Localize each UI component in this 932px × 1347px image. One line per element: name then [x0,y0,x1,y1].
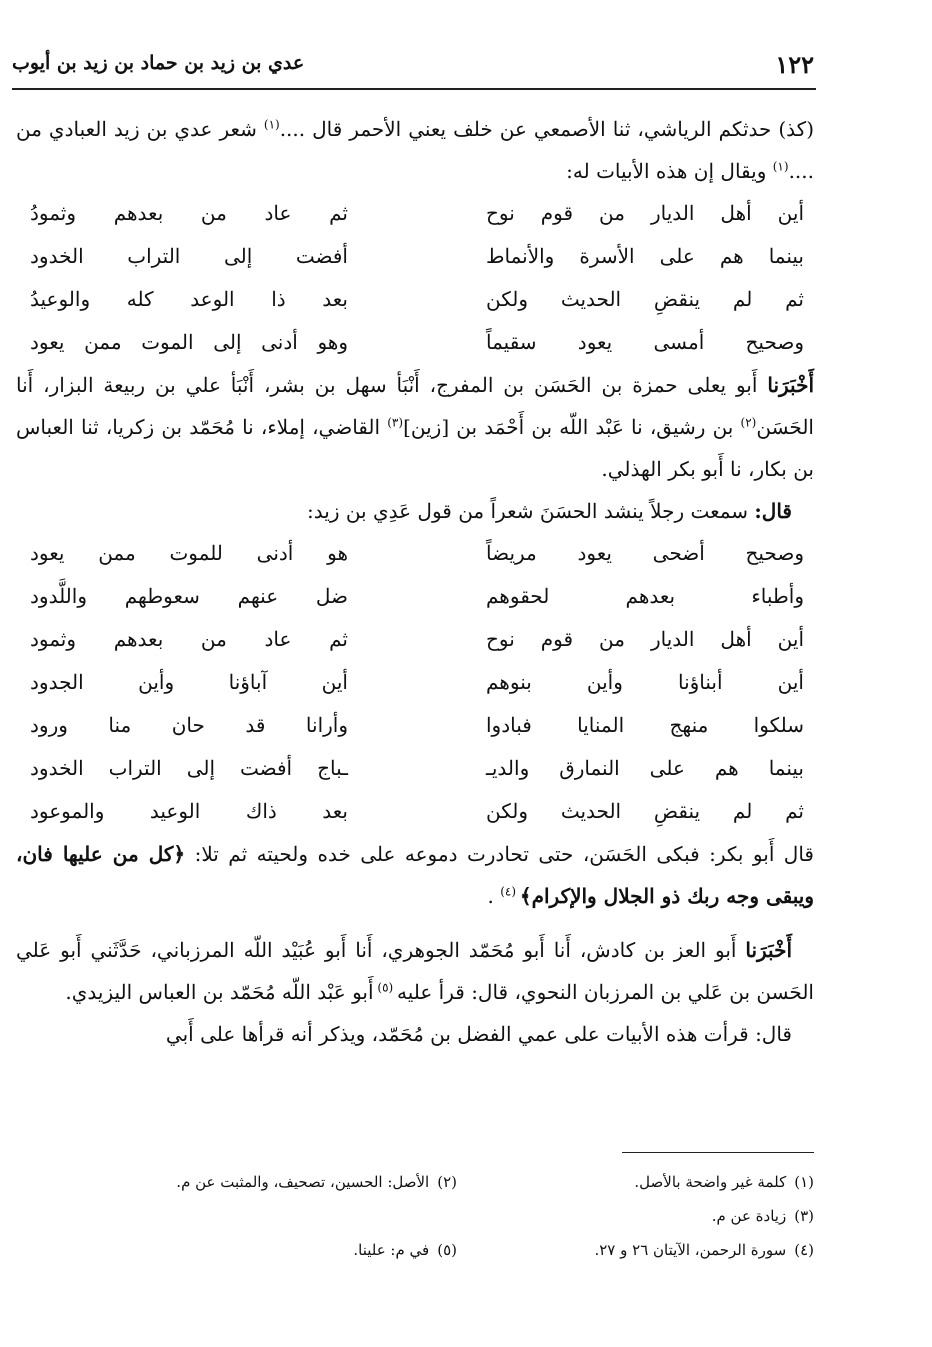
verse-first-hemistich: وأطباء بعدهم لحقوهم [486,584,804,608]
footnote: (٣)زيادة عن م. [711,1207,814,1225]
verse-first-hemistich: أين أهل الديار من قوم نوح [486,201,804,225]
footnote-ref: (١) [772,159,789,174]
verse-second-hemistich: ـباج أفضت إلى التراب الخدود [30,756,348,780]
verse-second-hemistich: ثم عاد من بعدهم وثمودُ [30,201,348,225]
footnotes [100,1165,814,1267]
footnote: (١)كلمة غير واضحة بالأصل. [634,1173,814,1191]
verse-second-hemistich: هو أدنى للموت ممن يعود [30,541,348,565]
verse-line [16,321,814,364]
paragraph-gap [16,917,814,929]
verse-second-hemistich: وهو أدنى إلى الموت ممن يعود [30,330,348,354]
verse-second-hemistich: بعد ذاك الوعيد والموعود [30,799,348,823]
footnote: (٢)الأصل: الحسين، تصحيف، والمثبت عن م. [176,1173,457,1191]
verse-first-hemistich: ثم لم ينقضِ الحديث ولكن [486,799,804,823]
verse-line [16,661,814,704]
page-number: ١٢٢ [775,50,814,79]
footnote-ref: (٤) [500,884,520,899]
verse-line [16,235,814,278]
verse-line [16,532,814,575]
verse-line [16,575,814,618]
footnote: (٥)في م: علينا. [353,1241,457,1259]
verse-second-hemistich: أين آباؤنا وأين الجدود [30,670,348,694]
paragraph-isnad-2: أَخْبَرَنا أَبو العز بن كادش، أَنا أَبو مُحَمّد الجوهري، أَنا أَبو عُبَيْد اللّه المرزباني، حَدَّثَني أَبو عَلي الحَسن بن عَلي بن المرزبان النحوي، قال: قرأ عليه $^{(٥)}$ أَبو عَبْد اللّه مُحَمّد بن العباس اليزيدي. [16,938,814,1004]
paragraph-qala: قال: سمعت رجلاً ينشد الحسَنَ شعراً من قول عَدِي بن زيد: [307,499,792,523]
paragraph-intro: (كذ) حدثكم الرياشي، ثنا الأصمعي عن خلف يعني الأحمر قال ....$^{(١)}$ شعر عدي بن زيد العبادي من ....$^{(١)}$ ويقال إن هذه الأبيات له: [16,117,814,183]
footnote-ref: (٢) [740,415,757,430]
akhbarana-lead: أَخْبَرَنا [745,938,792,962]
verse-second-hemistich: بعد ذا الوعد كله والوعيدُ [30,287,348,311]
verse-second-hemistich: أفضت إلى التراب الخدود [30,244,348,268]
verse-first-hemistich: وصحيح أضحى يعود مريضاً [486,541,804,565]
verse-line [16,618,814,661]
footnote-ref: (٥) [373,980,398,995]
page-body [16,108,814,1055]
verse-first-hemistich: أين أبناؤنا وأين بنوهم [486,670,804,694]
akhbarana-lead: أَخْبَرَنا [767,373,814,397]
verse-line [16,192,814,235]
poem-first [16,192,814,364]
paragraph-qara: قال: قرأت هذه الأبيات على عمي الفضل بن مُحَمّد، ويذكر أنه قرأها على أَبي [165,1022,792,1046]
verse-first-hemistich: أين أهل الديار من قوم نوح [486,627,804,651]
footnote-ref: (١) [263,117,280,132]
verse-first-hemistich: بينما هم على النمارق والديـ [486,756,804,780]
verse-second-hemistich: وأرانا قد حان منا ورود [30,713,348,737]
page-header [12,48,814,84]
qala-lead: قال: [754,499,792,523]
verse-first-hemistich: ثم لم ينقضِ الحديث ولكن [486,287,804,311]
paragraph-isnad-1: أَخْبَرَنا أَبو يعلى حمزة بن الحَسَن بن المفرج، أَنْبَأ سهل بن بشر، أَنْبَأ علي بن ربيعة البزار، أَنا الحَسَن$^{(٢)}$ بن رشيق، نا عَبْد اللّه بن أَحْمَد بن [زين]$^{(٣)}$ القاضي، إملاء، نا مُحَمّد بن زكريا، ثنا العباس بن بكار، نا أَبو بكر الهذلي. [16,373,814,481]
verse-second-hemistich: ثم عاد من بعدهم وثمود [30,627,348,651]
verse-line [16,704,814,747]
footnote-row [100,1199,814,1233]
verse-line [16,790,814,833]
running-title: عدي بن زيد بن حماد بن زيد بن أيوب [12,52,305,74]
verse-first-hemistich: سلكوا منهج المنايا فبادوا [486,713,804,737]
quran-quote: ﴿كل من عليها فان، ويبقى وجه ربك ذو الجلال والإكرام﴾ [16,842,814,908]
paragraph-abu-bakr: قال أَبو بكر: فبكى الحَسَن، حتى تحادرت دموعه على خده ولحيته ثم تلا: ﴿كل من عليها فان، ويبقى وجه ربك ذو الجلال والإكرام﴾ $^{(٤)}$ . [16,842,814,908]
verse-second-hemistich: ضل عنهم سعوطهم واللَّدود [30,584,348,608]
header-rule [12,88,816,90]
footnote-rule [622,1152,814,1153]
verse-line [16,278,814,321]
footnote-ref: (٣) [387,415,404,430]
verse-line [16,747,814,790]
footnote-row [100,1233,814,1267]
poem-second [16,532,814,833]
footnote: (٤)سورة الرحمن، الآيتان ٢٦ و ٢٧. [594,1241,814,1259]
verse-first-hemistich: وصحيح أمسى يعود سقيماً [486,330,804,354]
footnote-row [100,1165,814,1199]
verse-first-hemistich: بينما هم على الأسرة والأنماط [486,244,804,268]
